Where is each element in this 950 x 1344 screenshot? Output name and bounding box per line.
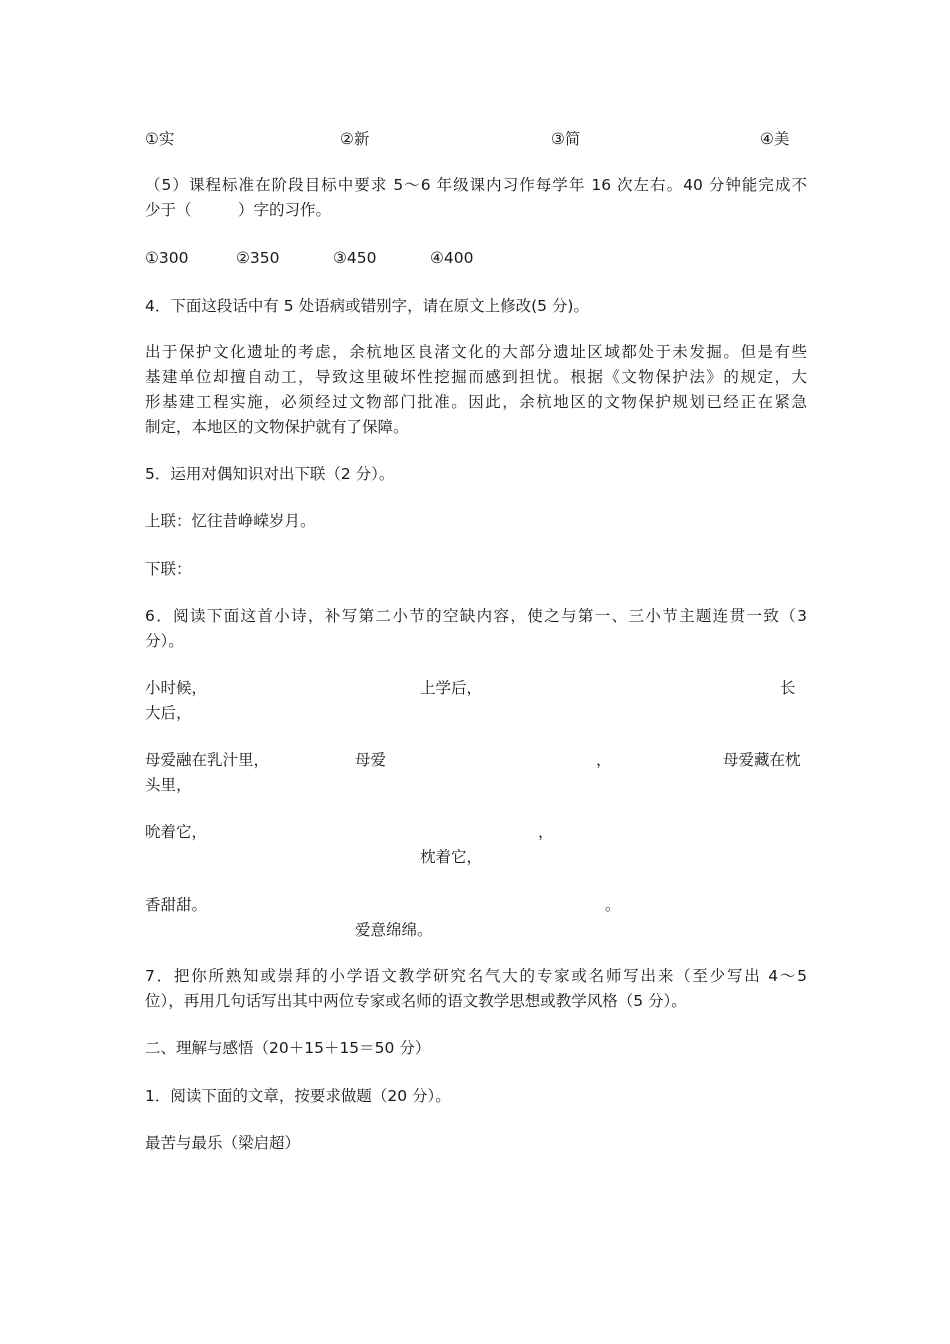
q7-line-1: 7．把你所熟知或崇拜的小学语文教学研究名气大的专家或名师写出来（至少写出 4～5 [145, 967, 807, 985]
q5-line-1: （5）课程标准在阶段目标中要求 5～6 年级课内习作每学年 16 次左右。40 分钟能完成不 [145, 176, 807, 194]
option-b: ②新 [340, 130, 370, 148]
poem-text: 小时候， [145, 679, 208, 697]
q5-option-a: ①300 [145, 249, 189, 267]
q4-text-line: 形基建工程实施，必须经过文物部门批准。因此，余杭地区的文物保护规划已经正在紧急 [145, 393, 807, 411]
poem-text: 母爱融在乳汁里， [145, 751, 270, 769]
option-a: ①实 [145, 130, 175, 148]
poem-text: 枕着它， [420, 848, 483, 866]
article-title: 最苦与最乐（梁启超） [145, 1134, 301, 1152]
poem-text: ， [596, 751, 612, 769]
poem-text: 母爱 [355, 751, 387, 769]
q6-title-line-1: 6．阅读下面这首小诗，补写第二小节的空缺内容，使之与第一、三小节主题连贯一致（3 [145, 607, 807, 625]
couplet-upper: 上联：忆往昔峥嵘岁月。 [145, 512, 316, 530]
q5-option-d: ④400 [430, 249, 474, 267]
poem-text: ， [538, 823, 554, 841]
q4-text-line: 出于保护文化遗址的考虑，余杭地区良渚文化的大部分遗址区域都处于未发掘。但是有些 [145, 343, 807, 361]
q4-text-line: 基建单位却擅自动工，导致这里破坏性挖掘而感到担忧。根据《文物保护法》的规定，大 [145, 368, 807, 386]
poem-text: 头里， [145, 776, 192, 794]
poem-text: 母爱藏在枕 [723, 751, 801, 769]
q7-line-2: 位），再用几句话写出其中两位专家或名师的语文教学思想或教学风格（5 分）。 [145, 992, 687, 1010]
q5-option-c: ③450 [333, 249, 377, 267]
poem-text: 上学后， [420, 679, 483, 697]
section2-q1: 1．阅读下面的文章，按要求做题（20 分）。 [145, 1087, 451, 1105]
poem-text: 长 [780, 679, 796, 697]
q5b-title: 5．运用对偶知识对出下联（2 分）。 [145, 465, 395, 483]
q4-text-line: 制定，本地区的文物保护就有了保障。 [145, 418, 409, 436]
poem-text: 吮着它， [145, 823, 208, 841]
option-d: ④美 [760, 130, 790, 148]
q6-title-line-2: 分）。 [145, 632, 184, 650]
poem-text: 大后， [145, 704, 192, 722]
poem-text: 。 [605, 896, 621, 914]
q5-line-2: 少于（ ）字的习作。 [145, 201, 332, 219]
poem-text: 香甜甜。 [145, 896, 208, 914]
poem-text: 爱意绵绵。 [355, 921, 433, 939]
q5-option-b: ②350 [236, 249, 280, 267]
option-c: ③简 [551, 130, 581, 148]
section-heading: 二、理解与感悟（20＋15＋15＝50 分） [145, 1039, 431, 1057]
q4-title: 4．下面这段话中有 5 处语病或错别字，请在原文上修改(5 分)。 [145, 297, 589, 315]
couplet-lower: 下联： [145, 560, 192, 578]
